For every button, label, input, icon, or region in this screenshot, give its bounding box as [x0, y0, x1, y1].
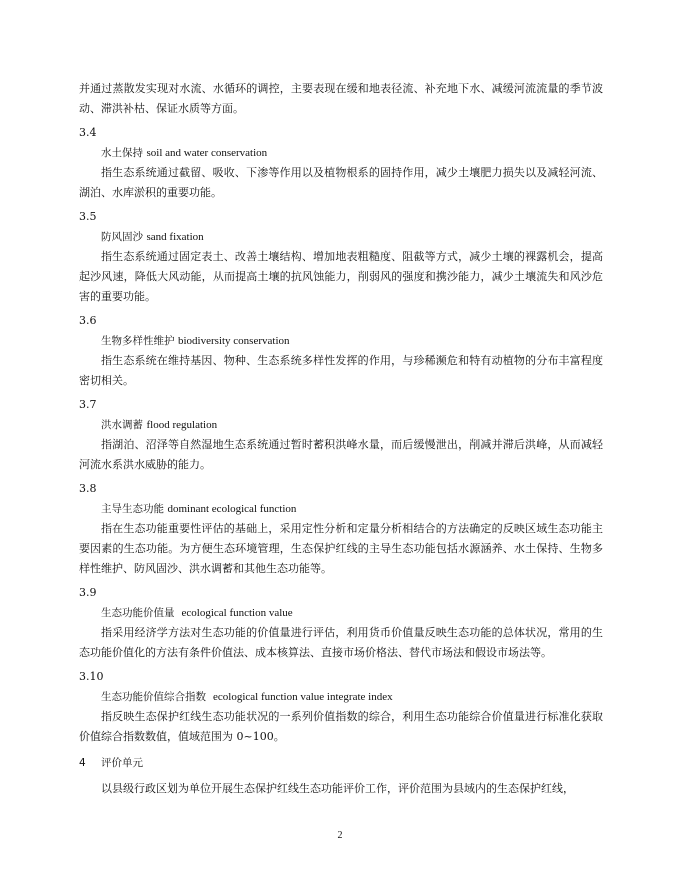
page-number: 2	[337, 830, 343, 841]
intro-paragraph: 并通过蒸散发实现对水流、水循环的调控，主要表现在缓和地表径流、补充地下水、减缓河流流量的季节波动、滞洪补枯、保证水质等方面。	[79, 82, 603, 115]
page-content	[79, 79, 603, 799]
term-chinese: 生态功能价值量	[101, 607, 175, 619]
clause-number: 3.5	[79, 210, 97, 223]
section-heading	[79, 753, 603, 773]
term-chinese: 生物多样性维护	[101, 335, 175, 347]
term-heading	[79, 499, 603, 519]
term-chinese: 防风固沙	[101, 231, 143, 243]
clause-number: 3.8	[79, 482, 97, 495]
term-chinese: 水土保持	[101, 147, 143, 159]
entry-3-10	[79, 663, 603, 747]
term-definition: 指采用经济学方法对生态功能的价值量进行评估，利用货币价值量反映生态功能的总体状况，常用的生态功能价值化的方法有条件价值法、成本核算法、直接市场价格法、替代市场法和假设市场法等。	[79, 626, 603, 659]
entry-3-5	[79, 203, 603, 307]
clause-number: 3.6	[79, 314, 97, 327]
clause-number: 3.7	[79, 398, 97, 411]
term-chinese: 洪水调蓄	[101, 419, 143, 431]
entry-3-6	[79, 307, 603, 391]
term-definition: 指在生态功能重要性评估的基础上，采用定性分析和定量分析相结合的方法确定的反映区域生态功能主要因素的生态功能。为方便生态环境管理，生态保护红线的主导生态功能包括水源涵养、水土保持、生物多样性维护、防风固沙、洪水调蓄和其他生态功能等。	[79, 522, 603, 575]
clause-number: 3.10	[79, 670, 104, 683]
entry-3-9	[79, 579, 603, 663]
term-english: ecological function value integrate index	[213, 691, 393, 703]
term-definition: 指湖泊、沼泽等自然湿地生态系统通过暂时蓄积洪峰水量，而后缓慢泄出，削减并滞后洪峰，从而减轻河流水系洪水威胁的能力。	[79, 438, 603, 471]
entry-3-4	[79, 119, 603, 203]
term-definition: 指生态系统通过截留、吸收、下渗等作用以及植物根系的固持作用，减少土壤肥力损失以及减轻河流、湖泊、水库淤积的重要功能。	[79, 166, 603, 199]
clause-number: 3.9	[79, 586, 97, 599]
term-heading	[79, 227, 603, 247]
term-english: dominant ecological function	[167, 503, 297, 515]
section-title: 评价单元	[101, 757, 143, 769]
term-english: biodiversity conservation	[178, 335, 290, 347]
term-english: flood regulation	[146, 419, 218, 431]
term-heading	[79, 415, 603, 435]
term-english: sand fixation	[146, 231, 204, 243]
section-paragraph: 以县级行政区划为单位开展生态保护红线生态功能评价工作，评价范围为县域内的生态保护红线，	[101, 782, 574, 795]
term-english: ecological function value	[181, 607, 293, 619]
term-english: soil and water conservation	[146, 147, 268, 159]
term-heading	[79, 331, 603, 351]
section-number: 4	[79, 757, 86, 769]
entry-3-7	[79, 391, 603, 475]
term-heading	[79, 143, 603, 163]
term-heading	[79, 603, 603, 623]
clause-number: 3.4	[79, 126, 97, 139]
term-definition: 指生态系统通过固定表土、改善土壤结构、增加地表粗糙度、阻截等方式，减少土壤的裸露机会，提高起沙风速，降低大风动能，从而提高土壤的抗风蚀能力，削弱风的强度和携沙能力，减少土壤流失和风沙危害的重要功能。	[79, 250, 603, 303]
entry-3-8	[79, 475, 603, 579]
term-chinese: 生态功能价值综合指数	[101, 691, 206, 703]
term-chinese: 主导生态功能	[101, 503, 164, 515]
term-definition: 指反映生态保护红线生态功能状况的一系列价值指数的综合，利用生态功能综合价值量进行标准化获取价值综合指数数值，值域范围为 0~100。	[79, 710, 603, 743]
term-definition: 指生态系统在维持基因、物种、生态系统多样性发挥的作用，与珍稀濒危和特有动植物的分布丰富程度密切相关。	[79, 354, 603, 387]
term-heading	[79, 687, 603, 707]
